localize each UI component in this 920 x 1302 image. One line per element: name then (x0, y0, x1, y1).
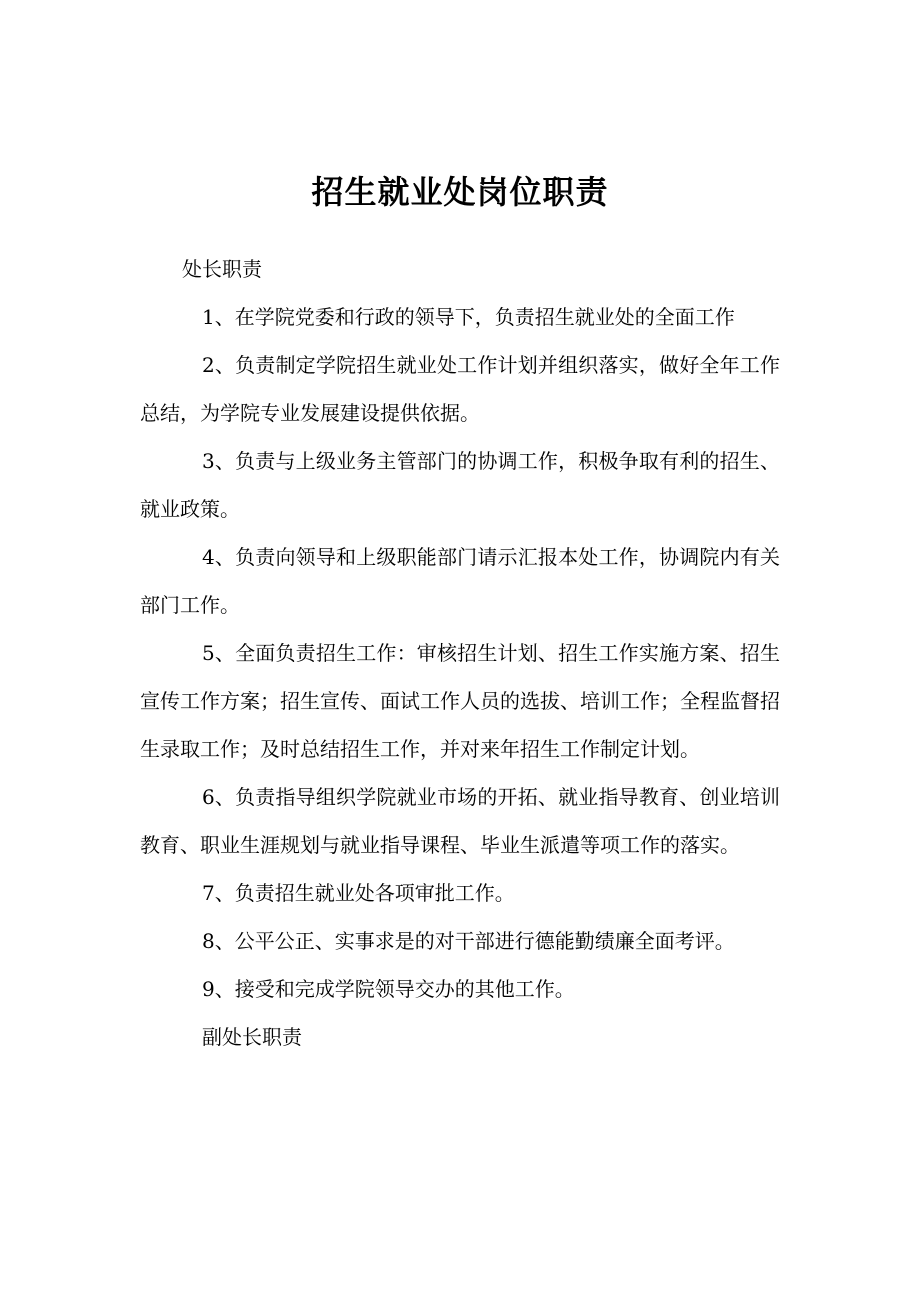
duty-item-8: 8、公平公正、实事求是的对干部进行德能勤绩廉全面考评。 (202, 929, 735, 953)
duty-item-1: 1、在学院党委和行政的领导下，负责招生就业处的全面工作 (202, 305, 735, 329)
duty-item-3: 3、负责与上级业务主管部门的协调工作，积极争取有利的招生、就业政策。 (140, 449, 780, 521)
duty-item-7: 7、负责招生就业处各项审批工作。 (202, 881, 515, 905)
duty-item-2: 2、负责制定学院招生就业处工作计划并组织落实，做好全年工作总结，为学院专业发展建设提供依据。 (140, 353, 780, 425)
duty-item-5: 5、全面负责招生工作：审核招生计划、招生工作实施方案、招生宣传工作方案；招生宣传、面试工作人员的选拔、培训工作；全程监督招生录取工作；及时总结招生工作，并对来年招生工作制定计划。 (140, 641, 780, 761)
duty-item-9: 9、接受和完成学院领导交办的其他工作。 (202, 977, 575, 1001)
section-heading-director: 处长职责 (182, 257, 262, 281)
document-body (140, 245, 780, 1061)
duty-item-6: 6、负责指导组织学院就业市场的开拓、就业指导教育、创业培训教育、职业生涯规划与就业指导课程、毕业生派遣等项工作的落实。 (140, 785, 780, 857)
document-title: 招生就业处岗位职责 (311, 173, 609, 211)
section-heading-deputy-director: 副处长职责 (202, 1025, 302, 1049)
duty-item-4: 4、负责向领导和上级职能部门请示汇报本处工作，协调院内有关部门工作。 (140, 545, 780, 617)
